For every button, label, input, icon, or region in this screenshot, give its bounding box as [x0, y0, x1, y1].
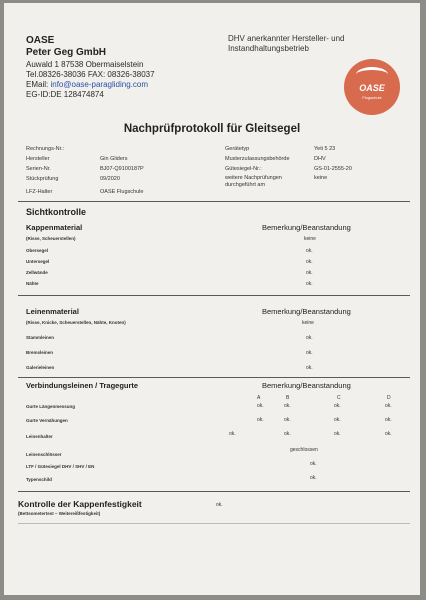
leinen-row-label: (Risse, Knicke, Scheuerstellen, Nähte, Knoten) [26, 320, 126, 325]
cell-c: ok. [334, 431, 341, 437]
field-value-guetesiegel: GS-01-2555-20 [314, 166, 352, 172]
divider [18, 201, 410, 202]
cell-c: ok. [334, 417, 341, 423]
cell-d: ok. [385, 417, 392, 423]
kappe-row-value: ok. [306, 248, 313, 254]
field-label-weitere: weitere Nachprüfungen [225, 175, 282, 181]
field-value-halter: OASE Flugschule [100, 189, 144, 195]
cell-a: ok. [257, 403, 264, 409]
field-label-stueck: Stückprüfung [26, 176, 59, 182]
field-value-weitere: keine [314, 175, 328, 181]
paraglider-logo-icon [356, 67, 388, 82]
cell-a: ok. [257, 417, 264, 423]
field-label-halter: LFZ-Halter [26, 189, 53, 195]
leinen-remark-header: Bemerkung/Beanstandung [262, 307, 351, 316]
verbindung-extra-value: ok. [310, 461, 317, 467]
field-label-rechnung: Rechnungs-Nr.: [26, 146, 65, 152]
verbindung-extra-value: ok. [310, 475, 317, 481]
field-label-muster: Musterzulassungsbehörde [225, 156, 290, 162]
col-header-b: B [286, 395, 290, 401]
company-vat-id: EG-ID:DE 128474874 [26, 90, 104, 99]
kappe-row-label: Untersegel [26, 259, 50, 264]
company-name: OASE [26, 35, 55, 46]
protocol-sheet [4, 3, 420, 595]
leinen-row-value: ok. [306, 365, 313, 371]
field-label-hersteller: Hersteller [26, 156, 50, 162]
verbindung-extra-label: Leinenschlösser [26, 452, 62, 457]
verbindung-extra-value: geschlossen [290, 447, 318, 453]
leinen-row-value: ok. [306, 335, 313, 341]
logo-subtext: Flugschule [362, 95, 382, 100]
leinen-heading: Leinenmaterial [26, 307, 79, 316]
company-phone: Tel.08326-38036 FAX: 08326-38037 [26, 70, 155, 79]
logo-text: OASE [359, 83, 385, 93]
verbindung-extra-label: Typenschild [26, 477, 52, 482]
email-label: EMail: [26, 80, 49, 89]
company-legal-name: Peter Geg GmbH [26, 47, 107, 58]
kappe-row-label: (Risse, Scheuerstellen) [26, 236, 76, 241]
field-label-weitere-2: durchgeführt am [225, 182, 266, 188]
email-link[interactable]: info@oase-paragliding.com [50, 80, 148, 89]
verbindung-row-label: Gurte Vernähungen [26, 418, 68, 423]
divider [18, 295, 410, 296]
col-header-c: C [337, 395, 341, 401]
field-value-stueck: 09/2020 [100, 176, 120, 182]
field-value-hersteller: Gin Gliders [100, 156, 128, 162]
kappe-row-value: ok. [306, 270, 313, 276]
page-title: Nachprüfprotokoll für Gleitsegel [123, 123, 301, 135]
company-email [26, 80, 148, 89]
oase-logo [344, 59, 400, 115]
leinen-row-value: ok. [306, 350, 313, 356]
kappe-row-label: Zellwände [26, 270, 48, 275]
company-street: Auwald 1 87538 Obermaiselstein [26, 60, 144, 69]
field-value-geraetetyp: Yeti 5 23 [314, 146, 336, 152]
cell-b: ok. [284, 431, 291, 437]
verbindung-heading: Verbindungsleinen / Tragegurte [26, 381, 139, 390]
kappe-row-label: Obersegel [26, 248, 49, 253]
verbindung-row-label: Leinenhalter [26, 434, 53, 439]
leinen-row-label: Bremsleinen [26, 350, 54, 355]
field-label-serien: Serien-Nr. [26, 166, 51, 172]
col-header-a: A [257, 395, 261, 401]
leinen-row-label: Stammleinen [26, 335, 55, 340]
field-value-serien: BJ07-Q9100187P [100, 166, 144, 172]
cell-d: ok. [385, 431, 392, 437]
divider [18, 377, 410, 378]
verbindung-extra-label: LTF / Gütesiegel DHV / SHV / EN [26, 464, 95, 469]
field-label-guetesiegel: Gütesiegel-Nr.: [225, 166, 262, 172]
cell-d: ok. [385, 403, 392, 409]
kappe-remark-header: Bemerkung/Beanstandung [262, 223, 351, 232]
leinen-row-value: keine [302, 320, 314, 326]
cell-b: ok. [284, 403, 291, 409]
field-value-muster: DHV [314, 156, 326, 162]
kappe-heading: Kappenmaterial [26, 223, 83, 232]
dhv-line-2: Instandhaltungsbetrieb [228, 44, 309, 53]
kappe-row-label: Nähte [26, 281, 39, 286]
festigkeit-subheading: (Bettsometertest – Weitereißfestigkeit) [18, 511, 101, 516]
divider [18, 491, 410, 492]
field-label-geraetetyp: Gerätetyp [225, 146, 250, 152]
kappe-row-value: ok. [306, 259, 313, 265]
festigkeit-heading: Kontrolle der Kappenfestigkeit [18, 499, 142, 509]
cell-b: ok. [284, 417, 291, 423]
leinen-row-label: Galerieleinen [26, 365, 55, 370]
dhv-line-1: DHV anerkannter Hersteller- und [228, 34, 345, 43]
divider [18, 523, 410, 524]
col-header-d: D [387, 395, 391, 401]
cell-c: ok. [334, 403, 341, 409]
verbindung-row-label: Gurte Längenmessung [26, 404, 76, 409]
kappe-row-value: keine [304, 236, 316, 242]
festigkeit-value: ok. [216, 502, 223, 508]
section-sichtkontrolle: Sichtkontrolle [26, 207, 87, 217]
cell-a: ok. [229, 431, 236, 437]
verbindung-remark-header: Bemerkung/Beanstandung [262, 381, 351, 390]
kappe-row-value: ok. [306, 281, 313, 287]
